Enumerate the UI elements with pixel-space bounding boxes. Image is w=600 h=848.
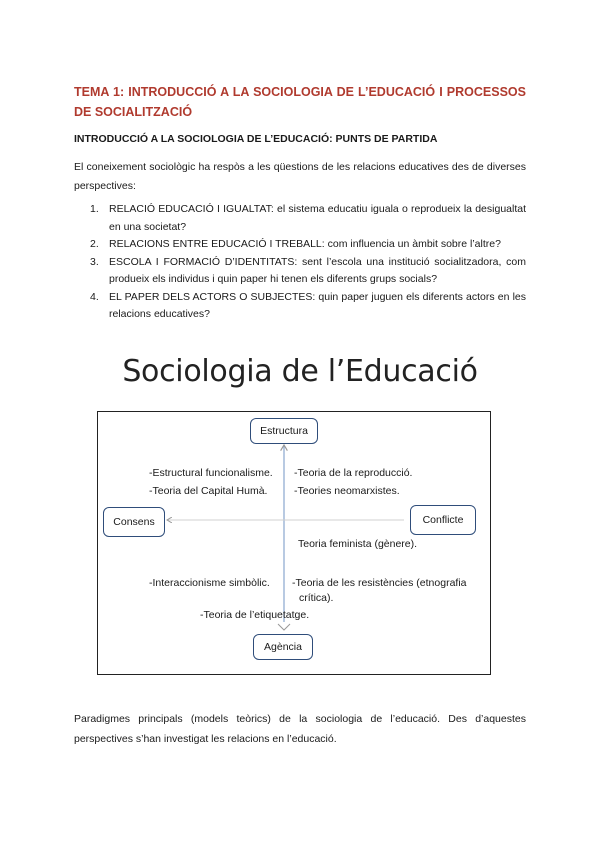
list-item-number: 2. <box>90 238 99 250</box>
node-agencia: Agència <box>253 634 313 660</box>
diagram-caption: Paradigmes principals (models teòrics) de la sociologia de l’educació. Des d’aquestes perspectives s’han investigat les relacions en l’educació. <box>74 713 526 745</box>
section-subtitle: INTRODUCCIÓ A LA SOCIOLOGIA DE L’EDUCACIÓ: PUNTS DE PARTIDA <box>74 133 438 145</box>
document-title: TEMA 1: INTRODUCCIÓ A LA SOCIOLOGIA DE L’EDUCACIÓ I PROCESSOS DE SOCIALITZACIÓ <box>74 85 526 119</box>
list-item-number: 1. <box>90 203 99 215</box>
diagram-title: Sociologia de l’Educació <box>122 354 478 389</box>
node-consens: Consens <box>103 507 165 537</box>
list-item-text: EL PAPER DELS ACTORS O SUBJECTES: quin paper juguen els diferents actors en les relacions educatives? <box>109 290 526 320</box>
quadrant-label: -Teoria de l’etiquetatge. <box>200 609 310 621</box>
list-item-text: RELACIÓ EDUCACIÓ I IGUALTAT: el sistema educatiu iguala o reprodueix la desigualtat en una societat? <box>109 203 526 233</box>
node-conflicte: Conflicte <box>410 505 476 535</box>
quadrant-label: crítica). <box>299 592 334 604</box>
list-item-text: RELACIONS ENTRE EDUCACIÓ I TREBALL: com influencia un àmbit sobre l’altre? <box>109 238 501 250</box>
quadrant-label: -Teoria del Capital Humà. <box>149 485 268 497</box>
list-item-number: 3. <box>90 255 99 268</box>
quadrant-label: -Teoria de les resistències (etnografia <box>292 577 467 589</box>
bottom-arrow-icon <box>278 624 290 630</box>
quadrant-label: Teoria feminista (gènere). <box>298 538 418 550</box>
quadrant-label: -Estructural funcionalisme. <box>149 467 273 479</box>
quadrant-label: -Teories neomarxistes. <box>294 485 400 497</box>
quadrant-label: -Interaccionisme simbòlic. <box>149 577 270 589</box>
quadrant-label: -Teoria de la reproducció. <box>294 467 413 479</box>
intro-paragraph: El coneixement sociològic ha respòs a les qüestions de les relacions educatives des de diverses perspectives: <box>74 161 526 192</box>
list-item-text: ESCOLA I FORMACIÓ D’IDENTITATS: sent l’escola una institució socialitzadora, com produeix els individus i quin paper hi tenen els diferents grups socials? <box>109 255 526 285</box>
list-item-number: 4. <box>90 290 99 303</box>
node-estructura: Estructura <box>250 418 318 444</box>
